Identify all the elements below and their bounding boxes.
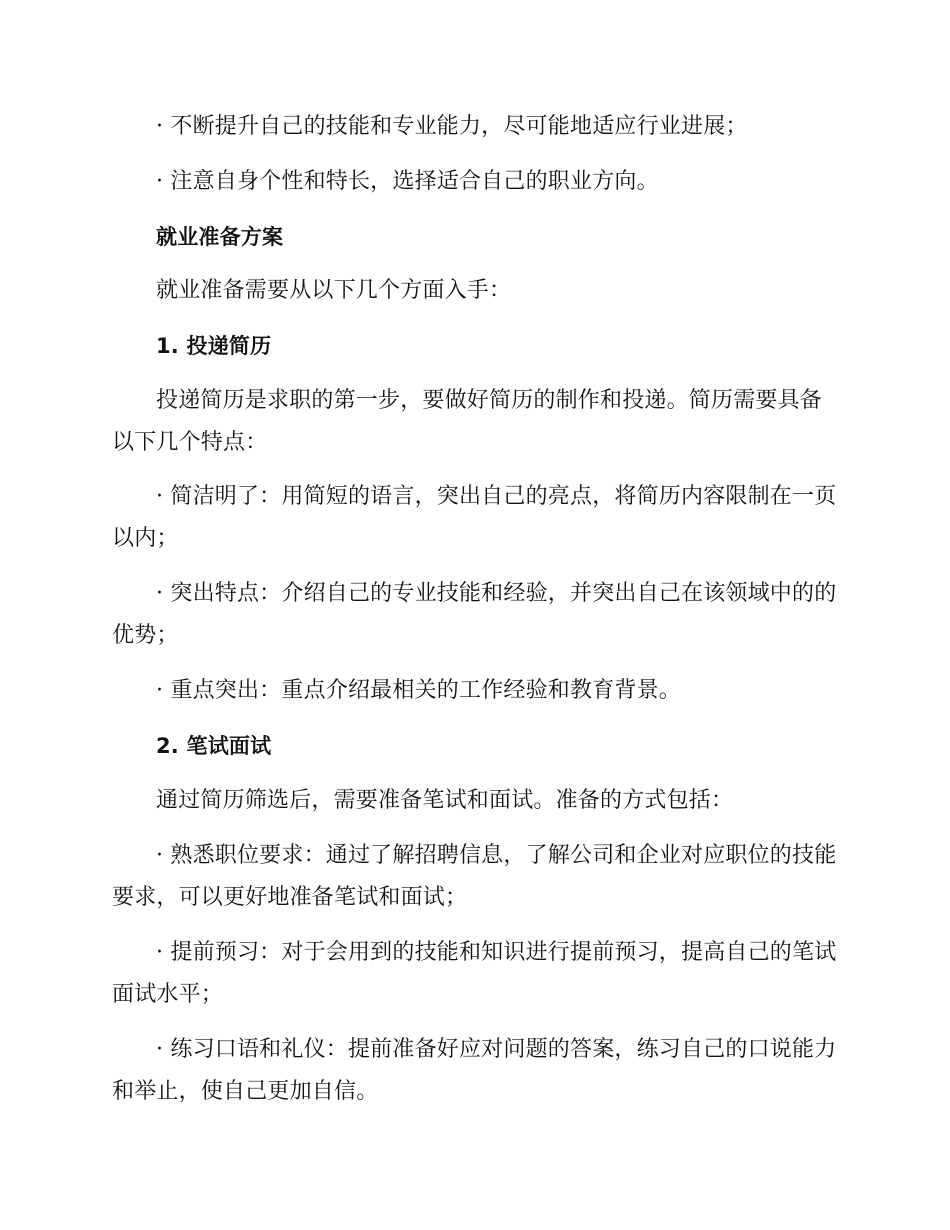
bullet-improve-skills: · 不断提升自己的技能和专业能力，尽可能地适应行业进展； xyxy=(156,114,748,139)
bullet-job-requirements: · 熟悉职位要求：通过了解招聘信息，了解公司和企业对应职位的技能要求，可以更好地准备笔试和面试； xyxy=(112,843,837,910)
bullet-speaking-etiquette: · 练习口语和礼仪：提前准备好应对问题的答案，练习自己的口说能力和举止，使自己更加自信。 xyxy=(112,1037,837,1104)
bullet-key-points: · 重点突出：重点介绍最相关的工作经验和教育背景。 xyxy=(156,678,681,703)
section-heading-employment-prep: 就业准备方案 xyxy=(156,225,284,249)
paragraph-resume-intro: 投递简历是求职的第一步，要做好简历的制作和投递。简历需要具备以下几个特点： xyxy=(112,388,823,455)
bullet-preview: · 提前预习：对于会用到的技能和知识进行提前预习，提高自己的笔试面试水平； xyxy=(112,940,837,1007)
paragraph-interview-intro: 通过简历筛选后，需要准备笔试和面试。准备的方式包括： xyxy=(156,788,734,813)
bullet-highlight-features: · 突出特点：介绍自己的专业技能和经验，并突出自己在该领域中的的优势； xyxy=(112,581,837,648)
subheading-written-interview: 2. 笔试面试 xyxy=(156,734,272,758)
paragraph-prep-intro: 就业准备需要从以下几个方面入手： xyxy=(156,278,512,303)
subheading-submit-resume: 1. 投递简历 xyxy=(156,334,272,358)
bullet-concise: · 简洁明了：用简短的语言，突出自己的亮点，将简历内容限制在一页以内； xyxy=(112,484,837,551)
bullet-personality-direction: · 注意自身个性和特长，选择适合自己的职业方向。 xyxy=(156,169,659,194)
